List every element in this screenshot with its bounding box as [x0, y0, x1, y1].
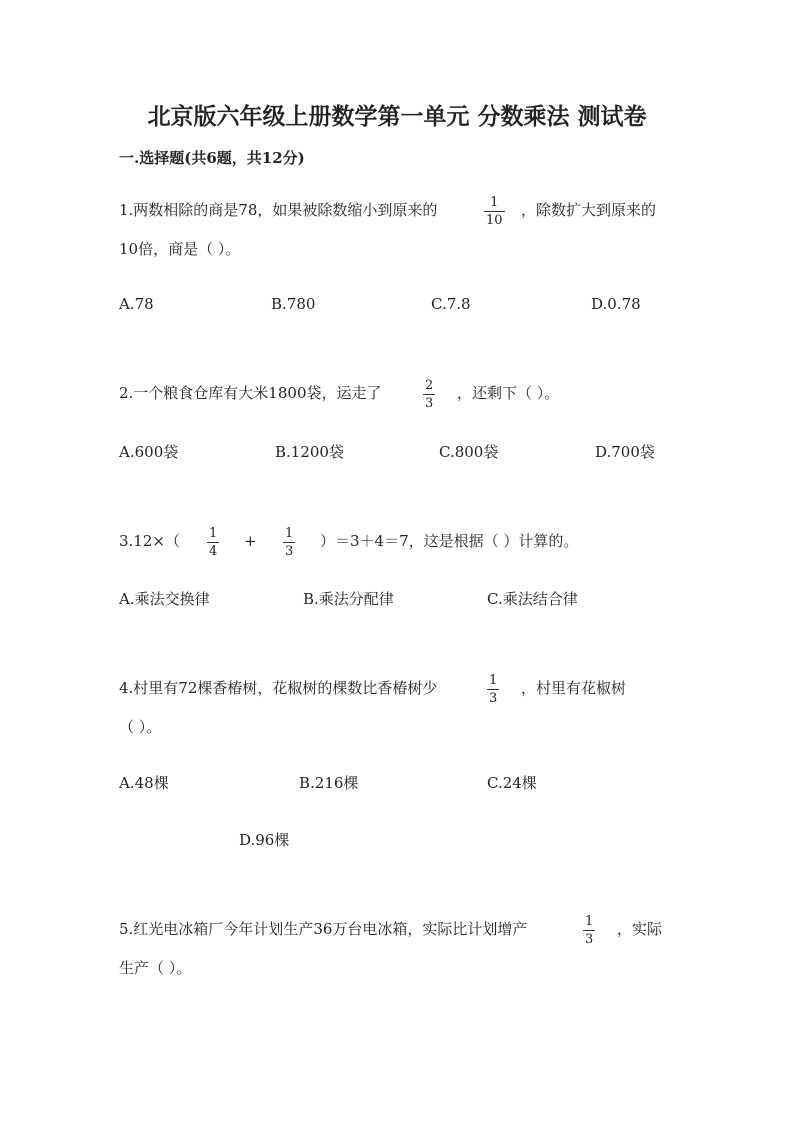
- question-2-option-d[interactable]: D.700袋: [595, 443, 655, 461]
- fraction-numerator: 1: [490, 195, 499, 210]
- question-1-option-a[interactable]: A.78: [119, 295, 154, 313]
- fraction-denominator: 10: [486, 213, 503, 228]
- question-2-fraction: [423, 378, 435, 411]
- fraction-denominator: 3: [285, 544, 294, 559]
- question-2-text-a: 2.一个粮食仓库有大米1800袋，运走了: [119, 384, 382, 402]
- fraction-bar: [283, 542, 295, 543]
- question-2-option-a[interactable]: A.600袋: [119, 443, 179, 461]
- fraction-bar: [583, 930, 595, 931]
- question-1-text-a: 1.两数相除的商是78，如果被除数缩小到原来的: [119, 201, 438, 219]
- question-4-option-b[interactable]: B.216棵: [299, 774, 359, 792]
- fraction-denominator: 4: [209, 544, 218, 559]
- question-5-text-a: 5.红光电冰箱厂今年计划生产36万台电冰箱，实际比计划增产: [119, 920, 528, 938]
- question-3-option-c[interactable]: C.乘法结合律: [487, 590, 578, 608]
- question-4-option-a[interactable]: A.48棵: [119, 774, 169, 792]
- question-3-fraction-2: [283, 526, 295, 559]
- question-5-fraction: [583, 914, 595, 947]
- question-3-text-a: 3.12×（: [119, 532, 180, 550]
- question-4-text-c: （ ）。: [119, 718, 162, 736]
- question-4-text-b: ，村里有花椒树: [521, 679, 627, 697]
- question-1-text-c: 10倍，商是（ ）。: [119, 240, 241, 258]
- fraction-bar: [423, 394, 435, 395]
- fraction-numerator: 1: [489, 673, 498, 688]
- fraction-numerator: 1: [285, 526, 294, 541]
- question-1-fraction: [484, 195, 505, 228]
- question-4-option-d[interactable]: D.96棵: [239, 831, 290, 849]
- question-3-fraction-1: [207, 526, 219, 559]
- question-4-option-c[interactable]: C.24棵: [487, 774, 537, 792]
- question-2-text-b: ，还剩下（ ）。: [457, 384, 560, 402]
- fraction-bar: [207, 542, 219, 543]
- fraction-denominator: 3: [585, 932, 594, 947]
- fraction-denominator: 3: [425, 396, 434, 411]
- question-5-text-b: ，实际: [617, 920, 663, 938]
- fraction-numerator: 2: [425, 378, 434, 393]
- question-1-option-b[interactable]: B.780: [271, 295, 316, 313]
- question-1-option-d[interactable]: D.0.78: [591, 295, 641, 313]
- fraction-bar: [484, 211, 505, 212]
- fraction-numerator: 1: [209, 526, 218, 541]
- page-title: 北京版六年级上册数学第一单元 分数乘法 测试卷: [147, 103, 647, 130]
- question-4-text-a: 4.村里有72棵香椿树，花椒树的棵数比香椿树少: [119, 679, 438, 697]
- question-3-option-b[interactable]: B.乘法分配律: [303, 590, 394, 608]
- question-4-fraction: [487, 673, 499, 706]
- question-2-option-b[interactable]: B.1200袋: [275, 443, 344, 461]
- question-1-option-c[interactable]: C.7.8: [431, 295, 471, 313]
- question-3-option-a[interactable]: A.乘法交换律: [119, 590, 210, 608]
- question-2-option-c[interactable]: C.800袋: [439, 443, 499, 461]
- question-3-text-b: ）＝3＋4＝7，这是根据（ ）计算的。: [320, 532, 579, 550]
- question-5-text-c: 生产（ ）。: [119, 959, 192, 977]
- section-heading: 一.选择题(共6题，共12分): [119, 149, 305, 167]
- fraction-denominator: 3: [489, 691, 498, 706]
- question-3-plus: +: [244, 532, 257, 550]
- fraction-numerator: 1: [585, 914, 594, 929]
- question-1-text-b: ，除数扩大到原来的: [521, 201, 657, 219]
- fraction-bar: [487, 689, 499, 690]
